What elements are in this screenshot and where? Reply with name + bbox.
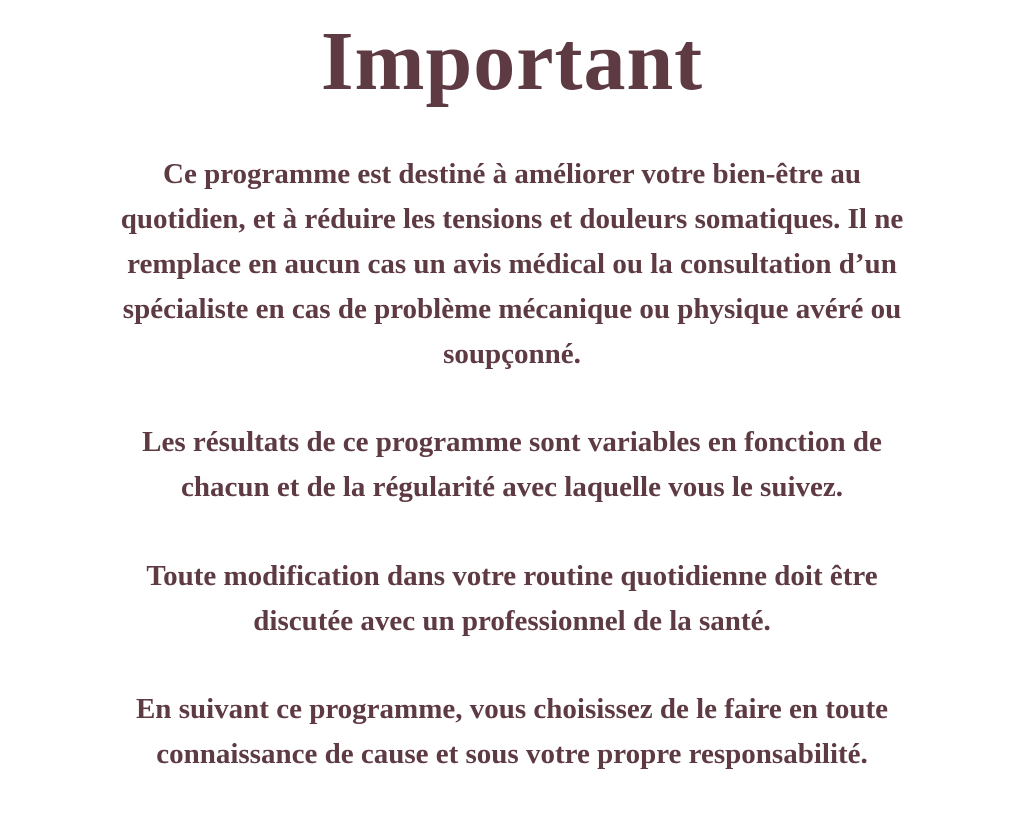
paragraph-results: Les résultats de ce programme sont variables en fonction de chacun et de la régularité avec laquelle vous le suivez. — [142, 426, 882, 503]
page-title: Important — [320, 15, 704, 108]
paragraph-responsibility: En suivant ce programme, vous choisissez de le faire en toute connaissance de cause et sous votre propre responsabilité. — [135, 693, 889, 770]
paragraph-purpose: Ce programme est destiné à améliorer votre bien-être au quotidien, et à réduire les tensions et douleurs somatiques. Il ne remplace en aucun cas un avis médical ou la consultation d’un spécialiste en cas de problème mécanique ou physique avéré ou soupçonné. — [120, 158, 904, 370]
paragraph-routine-change: Toute modification dans votre routine quotidienne doit être discutée avec un professionnel de la santé. — [146, 560, 878, 637]
